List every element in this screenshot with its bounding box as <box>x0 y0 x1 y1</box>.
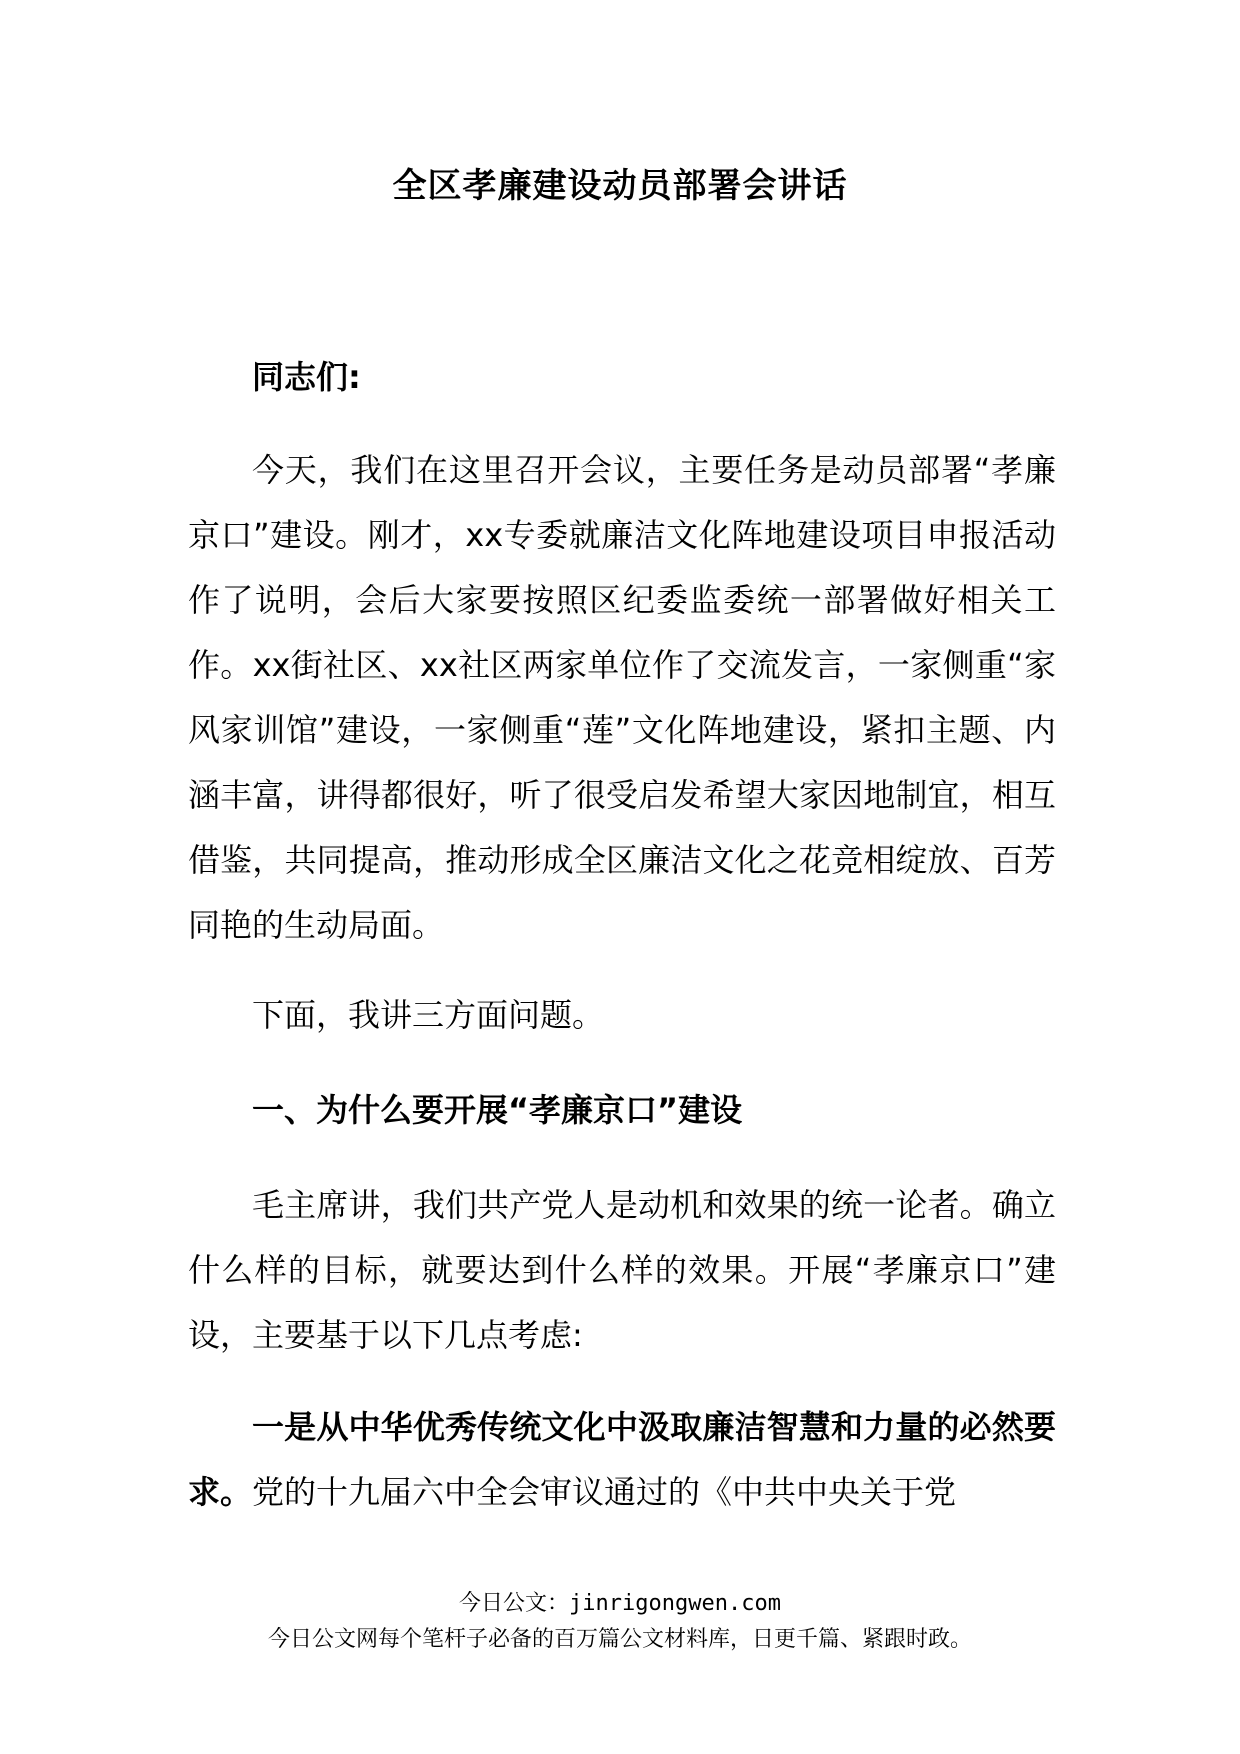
greeting: 同志们: <box>252 358 361 396</box>
document-title: 全区孝廉建设动员部署会讲话 <box>392 166 848 206</box>
paragraph-section-intro: 毛主席讲，我们共产党人是动机和效果的统一论者。确立什么样的目标，就要达到什么样的效果。开展“孝廉京口”建设，主要基于以下几点考虑: <box>188 1186 1056 1354</box>
footer-source <box>0 1588 1240 1620</box>
footer-label: 今日公文： <box>459 1591 570 1616</box>
section-heading-1: 一、为什么要开展“孝廉京口”建设 <box>252 1091 743 1129</box>
point-one-lead: 一是从中华优秀传统文化中汲取廉洁智慧和力量的必然要求。 <box>188 1408 1056 1511</box>
point-one-text: 党的十九届六中全会审议通过的《中共中央关于党 <box>252 1473 957 1511</box>
paragraph-opening: 今天，我们在这里召开会议，主要任务是动员部署“孝廉京口”建设。刚才，xx专委就廉洁文化阵地建设项目申报活动作了说明，会后大家要按照区纪委监委统一部署做好相关工作。xx街社区、xx社区两家单位作了交流发言，一家侧重“家风家训馆”建设，一家侧重“莲”文化阵地建设，紧扣主题、内涵丰富，讲得都很好，听了很受启发希望大家因地制宜，相互借鉴，共同提高，推动形成全区廉洁文化之花竞相绽放、百芳同艳的生动局面。 <box>188 451 1056 944</box>
paragraph-point-one <box>188 1395 1056 1525</box>
footer-tagline: 今日公文网每个笔杆子必备的百万篇公文材料库，日更千篇、紧跟时政。 <box>267 1627 972 1652</box>
footer-url-link[interactable]: jinrigongwen.com <box>569 1591 781 1616</box>
paragraph-transition: 下面，我讲三方面问题。 <box>252 996 605 1034</box>
